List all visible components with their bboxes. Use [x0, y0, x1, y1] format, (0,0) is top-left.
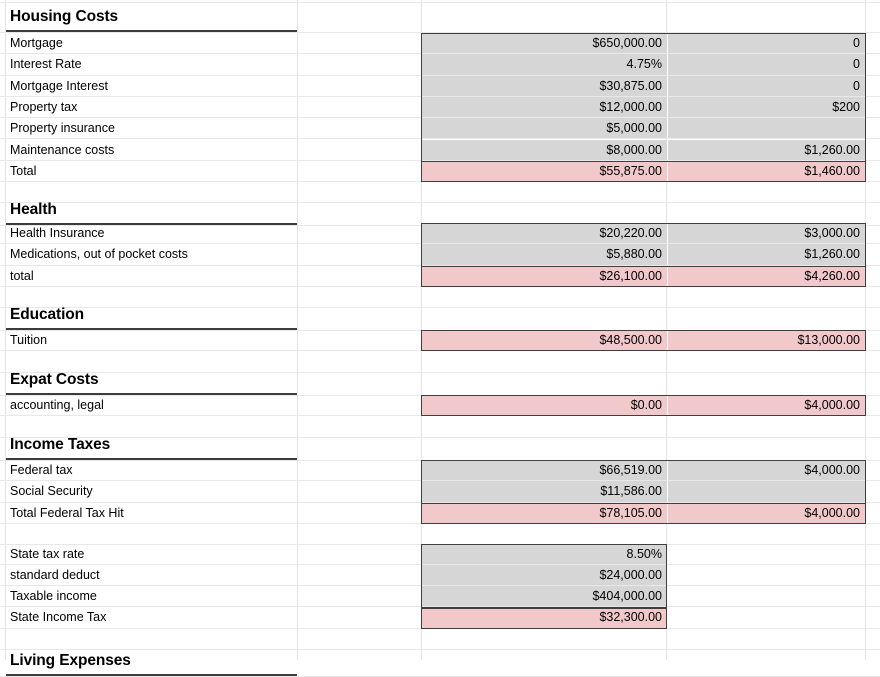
section-title: Expat Costs — [6, 366, 297, 395]
total-value-cell[interactable]: $4,260.00 — [668, 266, 865, 286]
row-label: Mortgage — [10, 36, 63, 50]
row-label: State Income Tax — [10, 610, 107, 625]
total-value-cell[interactable]: $4,000.00 — [668, 395, 865, 415]
cell-c[interactable] — [298, 607, 421, 627]
cell-d[interactable] — [422, 629, 667, 649]
cell-f[interactable] — [866, 54, 880, 74]
cell-c[interactable] — [298, 33, 421, 53]
spacer-row[interactable] — [0, 524, 880, 545]
total-value-cell[interactable]: $0.00 — [422, 395, 667, 415]
table-row[interactable] — [0, 54, 880, 75]
cell-b[interactable] — [6, 0, 297, 2]
row-label: total — [10, 268, 34, 283]
cell-a[interactable] — [0, 629, 5, 649]
cell-e[interactable] — [668, 196, 865, 225]
value-cell[interactable]: $200 — [668, 97, 865, 117]
cell-c[interactable] — [298, 118, 421, 138]
section-title: Health — [6, 196, 297, 225]
cell-f[interactable] — [866, 586, 880, 606]
cell-a[interactable] — [0, 395, 5, 415]
row-label: Health Insurance — [10, 226, 105, 240]
cell-c[interactable] — [298, 481, 421, 501]
table-row[interactable] — [0, 481, 880, 502]
table-row[interactable] — [0, 140, 880, 161]
table-row[interactable] — [0, 76, 880, 97]
table-row[interactable] — [0, 244, 880, 265]
row-label: Social Security — [10, 484, 93, 499]
row-label: Total — [10, 163, 37, 178]
cell-f[interactable] — [866, 503, 880, 523]
cell-f[interactable] — [866, 565, 880, 585]
cell-c[interactable] — [298, 244, 421, 264]
value-cell[interactable] — [668, 544, 865, 564]
value-cell[interactable]: 0 — [668, 76, 865, 96]
table-row[interactable] — [0, 460, 880, 481]
value-cell[interactable] — [668, 481, 865, 501]
cell-f[interactable] — [866, 196, 880, 225]
cell-a[interactable] — [0, 161, 5, 181]
cell-a[interactable] — [0, 140, 5, 160]
total-value-cell[interactable]: $55,875.00 — [422, 161, 667, 181]
value-cell[interactable]: $5,000.00 — [422, 118, 667, 138]
cell-c[interactable] — [298, 161, 421, 181]
cell-a[interactable] — [0, 301, 5, 330]
cell-c[interactable] — [298, 524, 421, 544]
cell-c[interactable] — [298, 266, 421, 286]
cell-a[interactable] — [0, 33, 5, 53]
cell-f[interactable] — [866, 244, 880, 264]
row-label: State tax rate — [10, 546, 85, 561]
cell-f[interactable] — [866, 223, 880, 243]
table-row-total[interactable] — [0, 607, 880, 628]
total-value-cell[interactable]: $26,100.00 — [422, 266, 667, 286]
cell-c[interactable] — [298, 366, 421, 395]
total-value-cell[interactable]: $13,000.00 — [668, 330, 865, 350]
table-row[interactable] — [0, 565, 880, 586]
value-cell[interactable]: $12,000.00 — [422, 97, 667, 117]
cell-d[interactable] — [422, 431, 667, 460]
total-value-cell[interactable]: $4,000.00 — [668, 503, 865, 523]
cell-f[interactable] — [866, 629, 880, 649]
cell-c[interactable] — [298, 647, 421, 676]
cell-f[interactable] — [866, 395, 880, 415]
row-label: Property insurance — [10, 121, 115, 136]
section-title: Housing Costs — [6, 3, 297, 32]
section-header-expat-costs[interactable] — [0, 366, 880, 396]
cell-e[interactable] — [668, 431, 865, 460]
cell-f[interactable] — [866, 118, 880, 138]
cell-d[interactable] — [422, 3, 667, 32]
total-value-cell[interactable]: $1,460.00 — [668, 161, 865, 181]
cell-c[interactable] — [298, 544, 421, 564]
section-header-health[interactable] — [0, 196, 880, 226]
cell-a[interactable] — [0, 524, 5, 544]
cell-f[interactable] — [866, 647, 880, 676]
cell-c[interactable] — [298, 629, 421, 649]
row-label: Total Federal Tax Hit — [10, 505, 124, 520]
cell-a[interactable] — [0, 97, 5, 117]
cell-f[interactable] — [866, 161, 880, 181]
cell-f[interactable] — [866, 524, 880, 544]
cell-f[interactable] — [866, 33, 880, 53]
cell-f[interactable] — [866, 431, 880, 460]
value-cell[interactable]: $20,220.00 — [422, 223, 667, 243]
cell-c[interactable] — [298, 565, 421, 585]
row-label: Taxable income — [10, 589, 97, 604]
total-value-cell[interactable]: $48,500.00 — [422, 330, 667, 350]
cell-e[interactable] — [668, 629, 865, 649]
value-cell[interactable]: $404,000.00 — [422, 586, 667, 606]
table-row-total[interactable] — [0, 161, 880, 182]
value-cell[interactable]: $8,000.00 — [422, 140, 667, 160]
cell-a[interactable] — [0, 223, 5, 243]
cell-c[interactable] — [298, 301, 421, 330]
cell-b[interactable] — [6, 524, 297, 544]
cell-b[interactable] — [6, 629, 297, 649]
cell-d[interactable] — [422, 524, 667, 544]
cell-a[interactable] — [0, 647, 5, 676]
value-cell[interactable]: 4.75% — [422, 54, 667, 74]
section-header-education[interactable] — [0, 301, 880, 331]
cell-c[interactable] — [298, 431, 421, 460]
value-cell[interactable]: $1,260.00 — [668, 244, 865, 264]
cell-a[interactable] — [0, 118, 5, 138]
row-label: Tuition — [10, 333, 48, 347]
cell-d[interactable] — [422, 366, 667, 395]
cell-e[interactable] — [668, 3, 865, 32]
row-label: standard deduct — [10, 567, 100, 582]
cell-f[interactable] — [866, 366, 880, 395]
cell-e[interactable] — [668, 524, 865, 544]
table-row[interactable] — [0, 544, 880, 565]
value-cell[interactable]: $30,875.00 — [422, 76, 667, 96]
cell-c[interactable] — [298, 586, 421, 606]
cell-f[interactable] — [866, 76, 880, 96]
cell-a[interactable] — [0, 366, 5, 395]
row-label: Medications, out of pocket costs — [10, 247, 188, 262]
total-value-cell[interactable]: $32,300.00 — [422, 607, 667, 627]
cell-f[interactable] — [866, 266, 880, 286]
table-row-total[interactable] — [0, 395, 880, 416]
cell-a[interactable] — [0, 607, 5, 627]
cell-c[interactable] — [298, 460, 421, 480]
table-row[interactable] — [0, 586, 880, 607]
cell-f[interactable] — [866, 140, 880, 160]
cell-c[interactable] — [298, 97, 421, 117]
table-row[interactable] — [0, 33, 880, 54]
cell-f[interactable] — [866, 481, 880, 501]
cell-a[interactable] — [0, 330, 5, 350]
cell-a[interactable] — [0, 503, 5, 523]
section-title: Education — [6, 301, 297, 330]
row-label: Federal tax — [10, 463, 73, 477]
row-label: Property tax — [10, 99, 78, 114]
cell-a[interactable] — [0, 196, 5, 225]
row-label: Mortgage Interest — [10, 78, 108, 93]
cell-c[interactable] — [298, 3, 421, 32]
table-row-total[interactable] — [0, 330, 880, 351]
cell-e[interactable] — [668, 647, 865, 676]
cell-a[interactable] — [0, 586, 5, 606]
table-row[interactable] — [0, 223, 880, 244]
cell-a[interactable] — [0, 54, 5, 74]
section-header-income-taxes[interactable] — [0, 431, 880, 461]
value-cell[interactable] — [668, 586, 865, 606]
value-cell[interactable]: $5,880.00 — [422, 244, 667, 264]
table-row-total[interactable] — [0, 266, 880, 287]
cell-f[interactable] — [866, 460, 880, 480]
cell-f[interactable] — [866, 0, 880, 2]
row-label: Interest Rate — [10, 57, 82, 72]
section-header-living-expenses[interactable] — [0, 647, 880, 677]
cell-d[interactable] — [422, 196, 667, 225]
section-title: Living Expenses — [6, 647, 297, 676]
cell-c[interactable] — [298, 223, 421, 243]
value-cell[interactable]: $1,260.00 — [668, 140, 865, 160]
total-value-cell[interactable]: $78,105.00 — [422, 503, 667, 523]
section-header-housing-costs[interactable] — [0, 3, 880, 33]
cell-a[interactable] — [0, 544, 5, 564]
row-label: Maintenance costs — [10, 142, 115, 157]
cell-f[interactable] — [866, 330, 880, 350]
cell-a[interactable] — [0, 481, 5, 501]
cell-a[interactable] — [0, 0, 5, 2]
cell-a[interactable] — [0, 244, 5, 264]
table-row[interactable] — [0, 97, 880, 118]
cell-d[interactable] — [422, 301, 667, 330]
value-cell[interactable]: $3,000.00 — [668, 223, 865, 243]
cell-e[interactable] — [668, 301, 865, 330]
value-cell[interactable]: $11,586.00 — [422, 481, 667, 501]
cell-a[interactable] — [0, 460, 5, 480]
value-cell[interactable]: $4,000.00 — [668, 460, 865, 480]
row-label: accounting, legal — [10, 398, 104, 412]
cell-c[interactable] — [298, 503, 421, 523]
cell-f[interactable] — [866, 3, 880, 32]
cell-a[interactable] — [0, 266, 5, 286]
cell-c[interactable] — [298, 330, 421, 350]
cell-a[interactable] — [0, 431, 5, 460]
cell-a[interactable] — [0, 76, 5, 96]
cell-a[interactable] — [0, 565, 5, 585]
value-cell[interactable]: $650,000.00 — [422, 33, 667, 53]
cell-c[interactable] — [298, 196, 421, 225]
table-row-total[interactable] — [0, 503, 880, 524]
cell-c[interactable] — [298, 395, 421, 415]
section-title: Income Taxes — [6, 431, 297, 460]
cell-c[interactable] — [298, 54, 421, 74]
cell-a[interactable] — [0, 3, 5, 32]
cell-d[interactable] — [422, 0, 667, 2]
value-cell[interactable]: 0 — [668, 33, 865, 53]
cell-f[interactable] — [866, 607, 880, 627]
cell-c[interactable] — [298, 76, 421, 96]
cell-e[interactable] — [668, 366, 865, 395]
cell-f[interactable] — [866, 97, 880, 117]
value-cell[interactable]: $24,000.00 — [422, 565, 667, 585]
cell-e[interactable] — [668, 0, 865, 2]
cell-c[interactable] — [298, 140, 421, 160]
cell-d[interactable] — [422, 647, 667, 676]
value-cell[interactable] — [668, 118, 865, 138]
cell-f[interactable] — [866, 544, 880, 564]
cell-c[interactable] — [298, 0, 421, 2]
value-cell[interactable]: 0 — [668, 54, 865, 74]
value-cell[interactable] — [668, 607, 865, 627]
value-cell[interactable]: $66,519.00 — [422, 460, 667, 480]
value-cell[interactable] — [668, 565, 865, 585]
value-cell[interactable]: 8.50% — [422, 544, 667, 564]
table-row[interactable] — [0, 118, 880, 139]
cell-f[interactable] — [866, 301, 880, 330]
